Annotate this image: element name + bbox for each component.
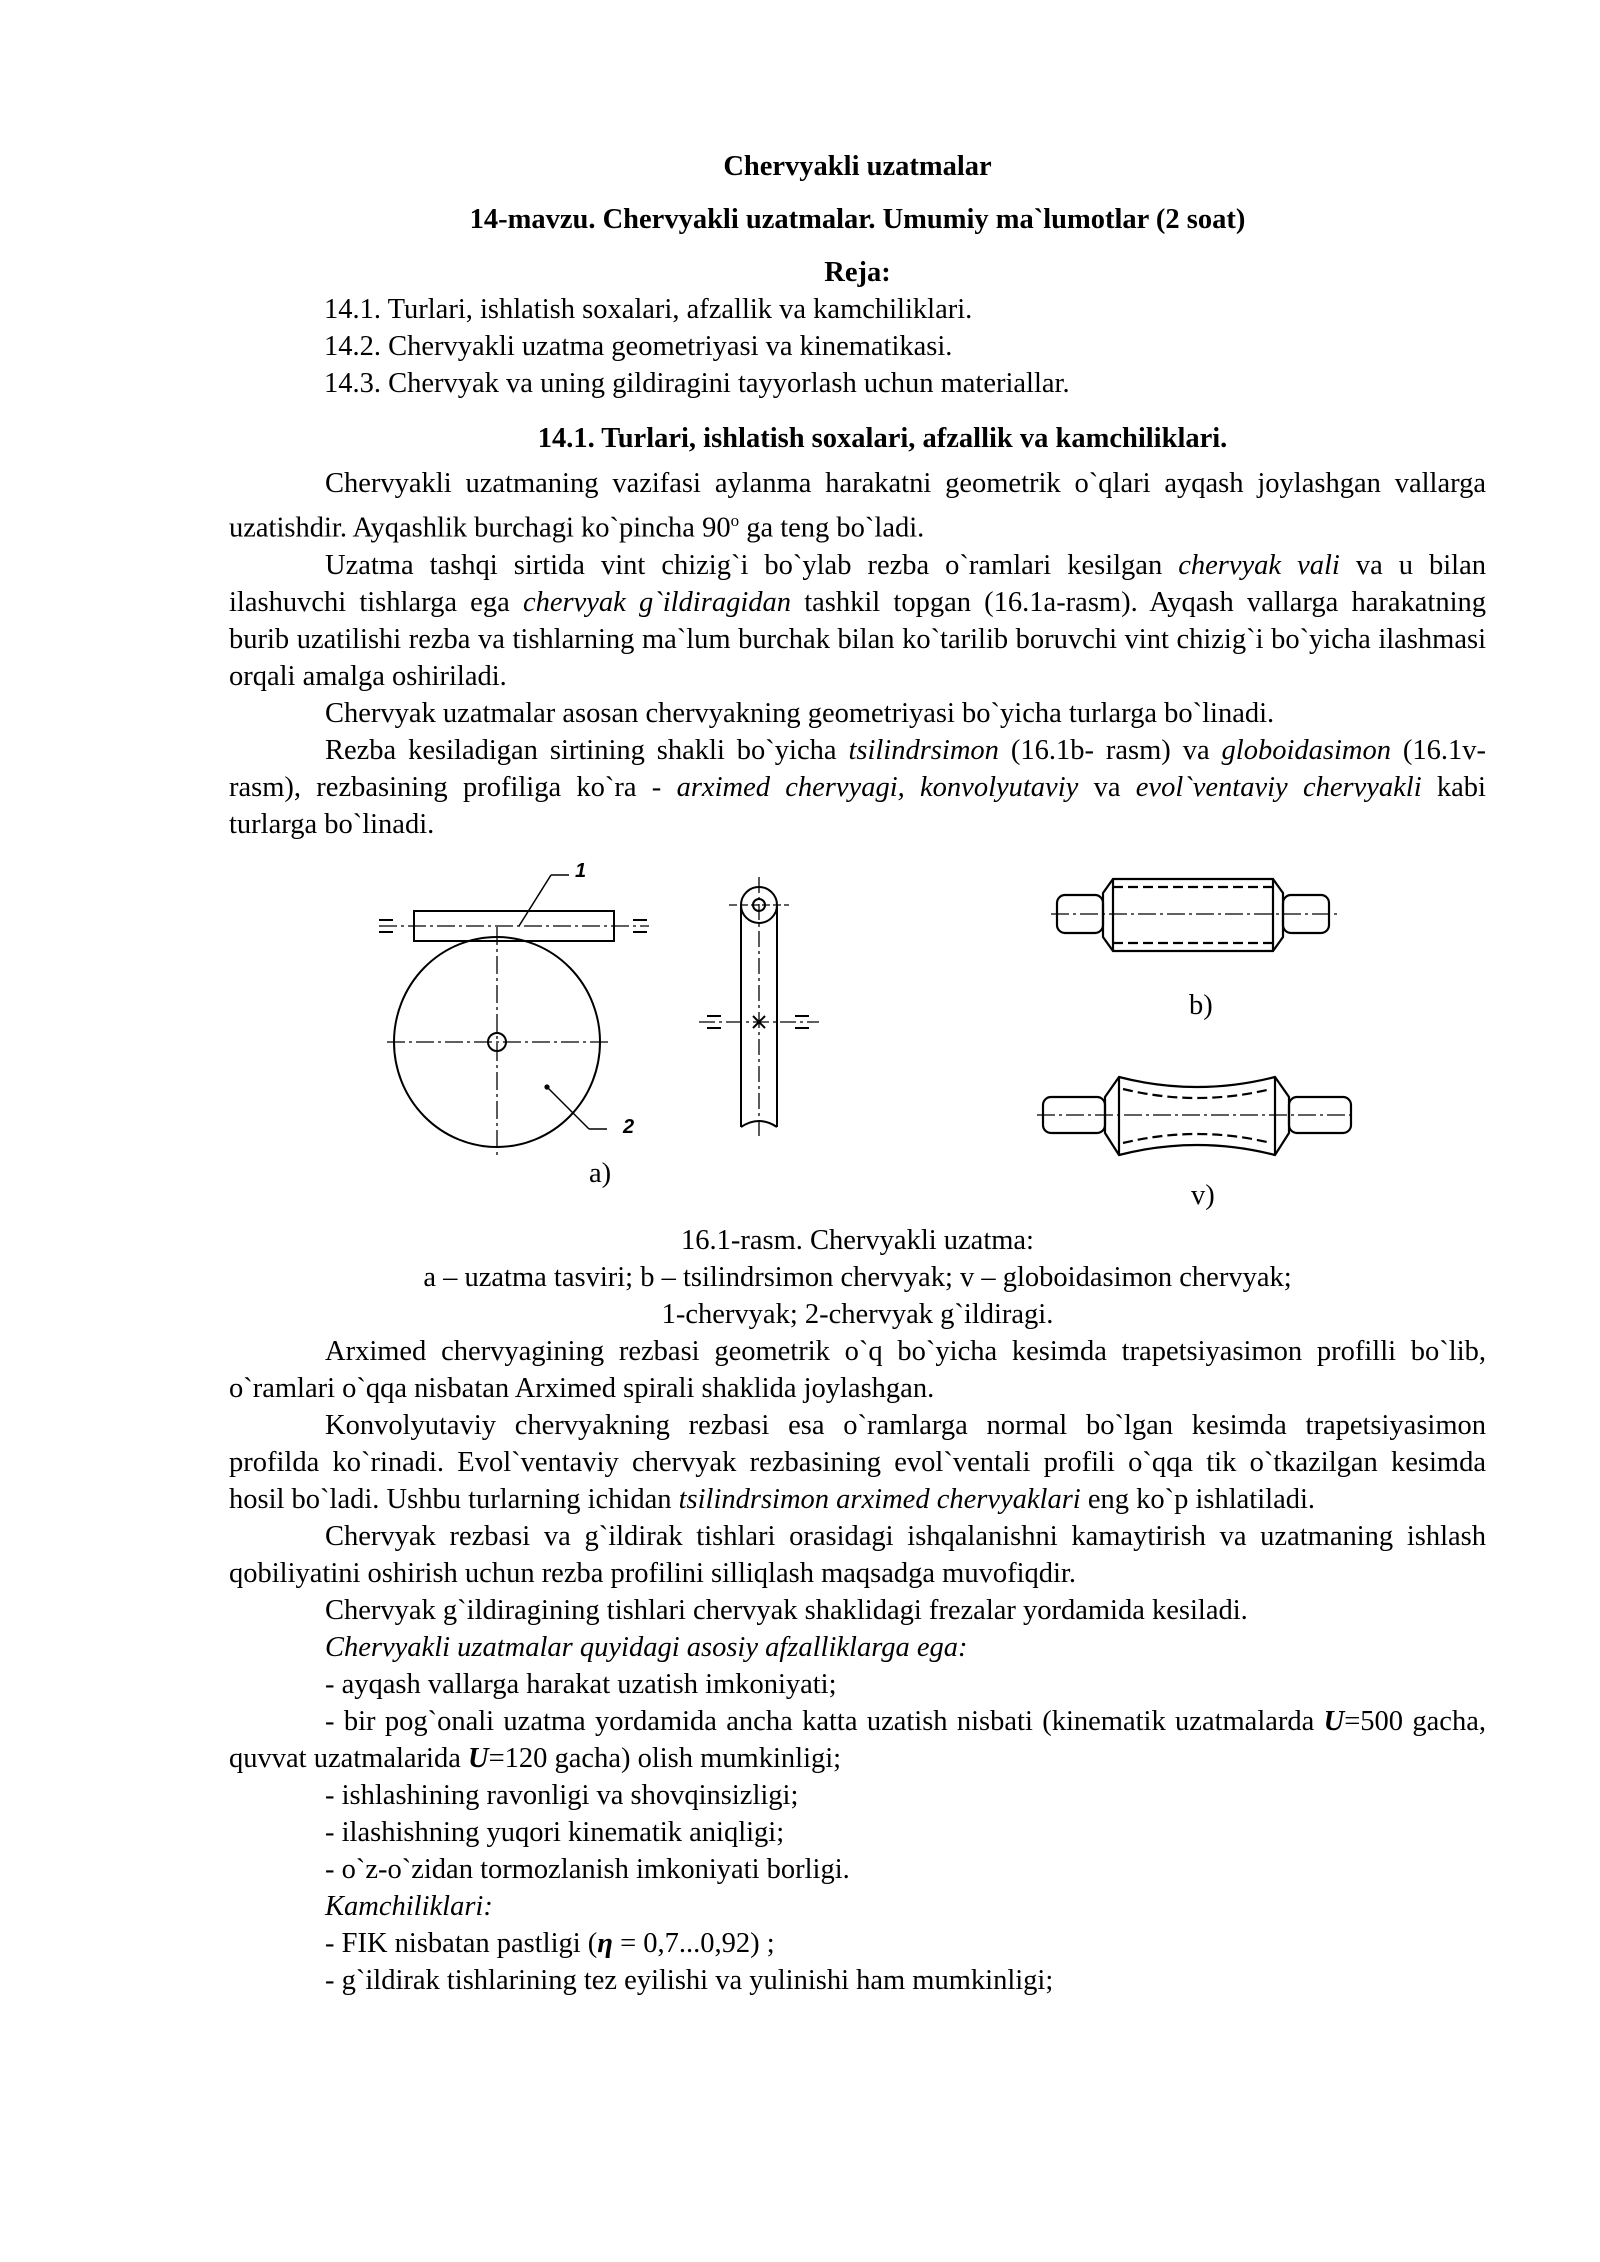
caption-line: a – uzatma tasviri; b – tsilindrsimon chervyak; v – globoidasimon chervyak;	[423, 1261, 1292, 1293]
plan-item: 14.3. Chervyak va uning gildiragini tayyorlash uchun materiallar.	[324, 368, 1070, 399]
paragraph-polishing: Chervyak rezbasi va g`ildirak tishlari orasidagi ishqalanishni kamaytirish va uzatmaning ishlash qobiliyatini oshirish uchun rezba profilini silliqlash maqsadga muvofiqdir.	[229, 1520, 1486, 1589]
disadvantage-item: - g`ildirak tishlarining tez eyilishi va yulinishi ham mumkinligi;	[325, 1964, 1054, 1996]
plan-item: 14.1. Turlari, ishlatish soxalari, afzallik va kamchiliklari.	[324, 294, 973, 325]
paragraph-cutting: Chervyak g`ildiragining tishlari chervyak shaklidagi frezalar yordamida kesiladi.	[325, 1594, 1248, 1626]
paragraph-structure: Uzatma tashqi sirtida vint chizig`i bo`ylab rezba o`ramlari kesilgan chervyak vali va u bilan ilashuvchi tishlarga ega chervyak g`ildiragidan tashkil topgan (16.1a-rasm). Ayqash vallarga harakatning burib uzatilishi rezba va tishlarning ma`lum burchak bilan ko`tarilib boruvchi vint chizig`i bo`yicha ilashmasi orqali amalga oshiriladi.	[229, 549, 1486, 692]
paragraph-surface-types: Rezba kesiladigan sirtining shakli bo`yicha tsilindrsimon (16.1b- rasm) va globoidasimon (16.1v-rasm), rezbasining profiliga ko`ra - arximed chervyagi, konvolyutaviy va evol`ventaviy chervyakli kabi turlarga bo`linadi.	[229, 734, 1487, 840]
paragraph-archimedes: Arximed chervyagining rezbasi geometrik o`q bo`yicha kesimda trapetsiyasimon profilli bo`lib, o`ramlari o`qqa nisbatan Arximed spirali shaklida joylashgan.	[229, 1335, 1486, 1404]
cylindrical-worm-drawing	[1051, 857, 1351, 977]
caption-line: 1-chervyak; 2-chervyak g`ildiragi.	[661, 1298, 1054, 1330]
paragraph-types: Chervyak uzatmalar asosan chervyakning geometriyasi bo`yicha turlarga bo`linadi.	[325, 697, 1275, 729]
globoid-worm-drawing	[1037, 1057, 1357, 1177]
disadvantage-item: - FIK nisbatan pastligi (η = 0,7...0,92) ;	[325, 1927, 775, 1959]
section-title: 14.1. Turlari, ishlatish soxalari, afzallik va kamchiliklari.	[537, 423, 1228, 454]
wheel-side-view-drawing	[689, 877, 829, 1147]
plan-heading: Reja:	[824, 257, 891, 288]
plan-item: 14.2. Chervyakli uzatma geometriyasi va kinematikasi.	[324, 331, 953, 362]
advantages-heading: Chervyakli uzatmalar quyidagi asosiy afzalliklarga ega:	[325, 1631, 968, 1663]
figure-caption	[229, 1222, 1486, 1333]
label-v: v)	[1191, 1179, 1215, 1211]
advantage-item: - ishlashining ravonligi va shovqinsizligi;	[325, 1779, 799, 1811]
advantage-item: - o`z-o`zidan tormozlanish imkoniyati borligi.	[325, 1853, 850, 1885]
degree-sup: o	[730, 511, 740, 530]
advantage-item: - ayqash vallarga harakat uzatish imkoniyati;	[325, 1668, 837, 1700]
advantage-item: - bir pog`onali uzatma yordamida ancha katta uzatish nisbati (kinematik uzatmalarda U=500 gacha, quvvat uzatmalarida U=120 gacha) olish mumkinligi;	[229, 1705, 1486, 1774]
disadvantages-heading: Kamchiliklari:	[325, 1890, 493, 1922]
plan-list	[229, 291, 1486, 402]
page-title: Chervyakli uzatmalar	[723, 151, 992, 182]
label-2: 2	[623, 1115, 635, 1138]
figure-16-1	[229, 847, 1486, 1222]
label-1: 1	[575, 859, 587, 882]
caption-title: 16.1-rasm. Chervyakli uzatma:	[681, 1224, 1034, 1256]
label-b: b)	[1189, 989, 1213, 1021]
paragraph-purpose: Chervyakli uzatmaning vazifasi aylanma harakatni geometrik o`qlari ayqash joylashgan vallarga uzatishdir. Ayqashlik burchagi ko`pincha 90$^o$ ga teng bo`ladi.	[229, 468, 1486, 544]
topic-title: 14-mavzu. Chervyakli uzatmalar. Umumiy ma`lumotlar (2 soat)	[469, 204, 1246, 235]
advantage-item: - ilashishning yuqori kinematik aniqligi;	[325, 1816, 785, 1848]
document-page	[229, 148, 1486, 1999]
label-a: a)	[589, 1157, 612, 1189]
paragraph-convolute: Konvolyutaviy chervyakning rezbasi esa o`ramlarga normal bo`lgan kesimda trapetsiyasimon profilda ko`rinadi. Evol`ventaviy chervyak rezbasining evol`ventali profili o`qqa tik o`tkazilgan kesimda hosil bo`ladi. Ushbu turlarning ichidan tsilindrsimon arximed chervyaklari eng ko`p ishlatiladi.	[229, 1409, 1486, 1515]
